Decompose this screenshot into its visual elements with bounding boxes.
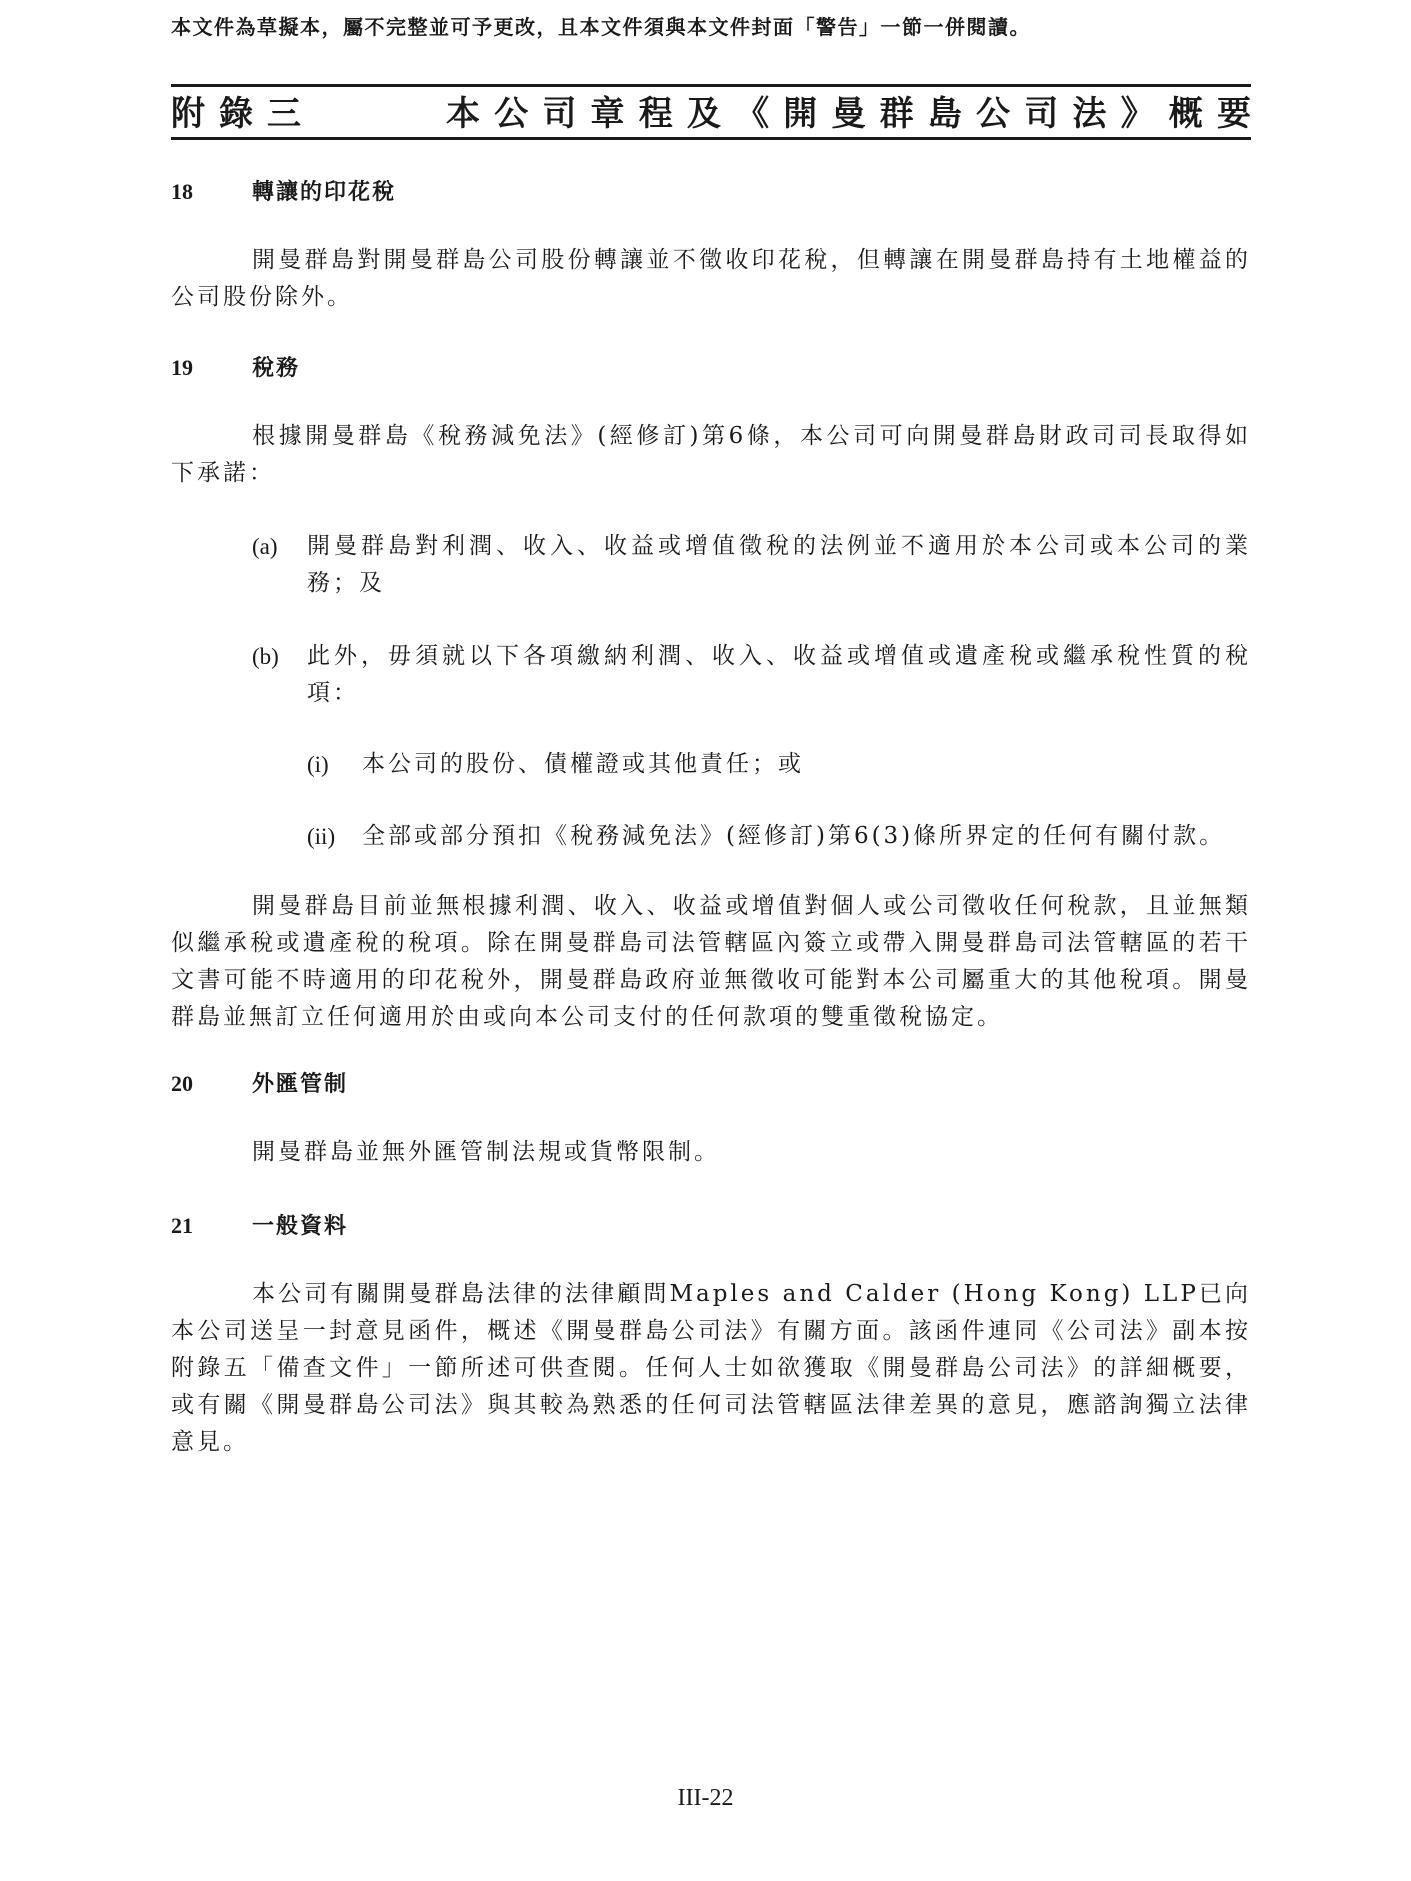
section-number: 19 xyxy=(171,355,193,380)
section-number: 20 xyxy=(171,1071,193,1096)
section-paragraph: 開曼群島並無外匯管制法規或貨幣限制。 xyxy=(252,1139,720,1165)
section-paragraph: 本公司有關開曼群島法律的法律顧問Maples and Calder (Hong Kong) LLP已向本公司送呈一封意見函件，概述《開曼群島公司法》有關方面。該函件連同《公司法》副本按附錄五「備查文件」一節所述可供查閱。任何人士如欲獲取《開曼群島公司法》的詳細概要，或有關《開曼群島公司法》與其較為熟悉的任何司法管轄區法律差異的意見，應諮詢獨立法律意見。 xyxy=(171,1281,1251,1455)
appendix-label: 附錄三 xyxy=(171,94,315,134)
list-item-label: (ii) xyxy=(307,824,336,849)
section-paragraph: 開曼群島對開曼群島公司股份轉讓並不徵收印花稅，但轉讓在開曼群島持有土地權益的公司股份除外。 xyxy=(171,247,1251,310)
sub-list-item xyxy=(307,746,1251,783)
list-item xyxy=(252,638,1251,712)
list-item xyxy=(252,528,1251,602)
section-number: 18 xyxy=(171,179,193,204)
section-title: 一般資料 xyxy=(252,1213,349,1239)
list-item-label: (a) xyxy=(252,534,278,559)
section-closing-paragraph: 開曼群島目前並無根據利潤、收入、收益或增值對個人或公司徵收任何稅款，且並無類似繼承稅或遺產稅的稅項。除在開曼群島司法管轄區內簽立或帶入開曼群島司法管轄區的若干文書可能不時適用的印花稅外，開曼群島政府並無徵收可能對本公司屬重大的其他稅項。開曼群島並無訂立任何適用於由或向本公司支付的任何款項的雙重徵稅協定。 xyxy=(171,893,1251,1030)
list-item-label: (i) xyxy=(307,752,329,777)
list-item-text: 此外，毋須就以下各項繳納利潤、收入、收益或增值或遺產稅或繼承稅性質的稅項： xyxy=(307,643,1251,706)
draft-warning: 本文件為草擬本，屬不完整並可予更改，且本文件須與本文件封面「警告」一節一併閱讀。 xyxy=(171,15,1031,39)
appendix-title: 本公司章程及《開曼群島公司法》概要 xyxy=(446,94,1251,134)
section-title: 外匯管制 xyxy=(252,1071,349,1097)
list-item-text: 開曼群島對利潤、收入、收益或增值徵稅的法例並不適用於本公司或本公司的業務；及 xyxy=(307,533,1251,596)
header-rule-bottom xyxy=(171,137,1251,140)
section-number: 21 xyxy=(171,1213,193,1238)
section-title: 稅務 xyxy=(252,355,301,381)
sub-list-item xyxy=(307,818,1251,855)
list-item-text: 本公司的股份、債權證或其他責任；或 xyxy=(362,751,804,777)
list-item-text: 全部或部分預扣《稅務減免法》(經修訂)第6(3)條所界定的任何有關付款。 xyxy=(362,823,1226,849)
header-rule-top xyxy=(171,84,1251,87)
list-item-label: (b) xyxy=(252,644,279,669)
page-number: III-22 xyxy=(677,1785,734,1811)
section-intro: 根據開曼群島《稅務減免法》(經修訂)第6條，本公司可向開曼群島財政司司長取得如下承諾： xyxy=(171,423,1251,486)
section-title: 轉讓的印花稅 xyxy=(252,179,397,205)
